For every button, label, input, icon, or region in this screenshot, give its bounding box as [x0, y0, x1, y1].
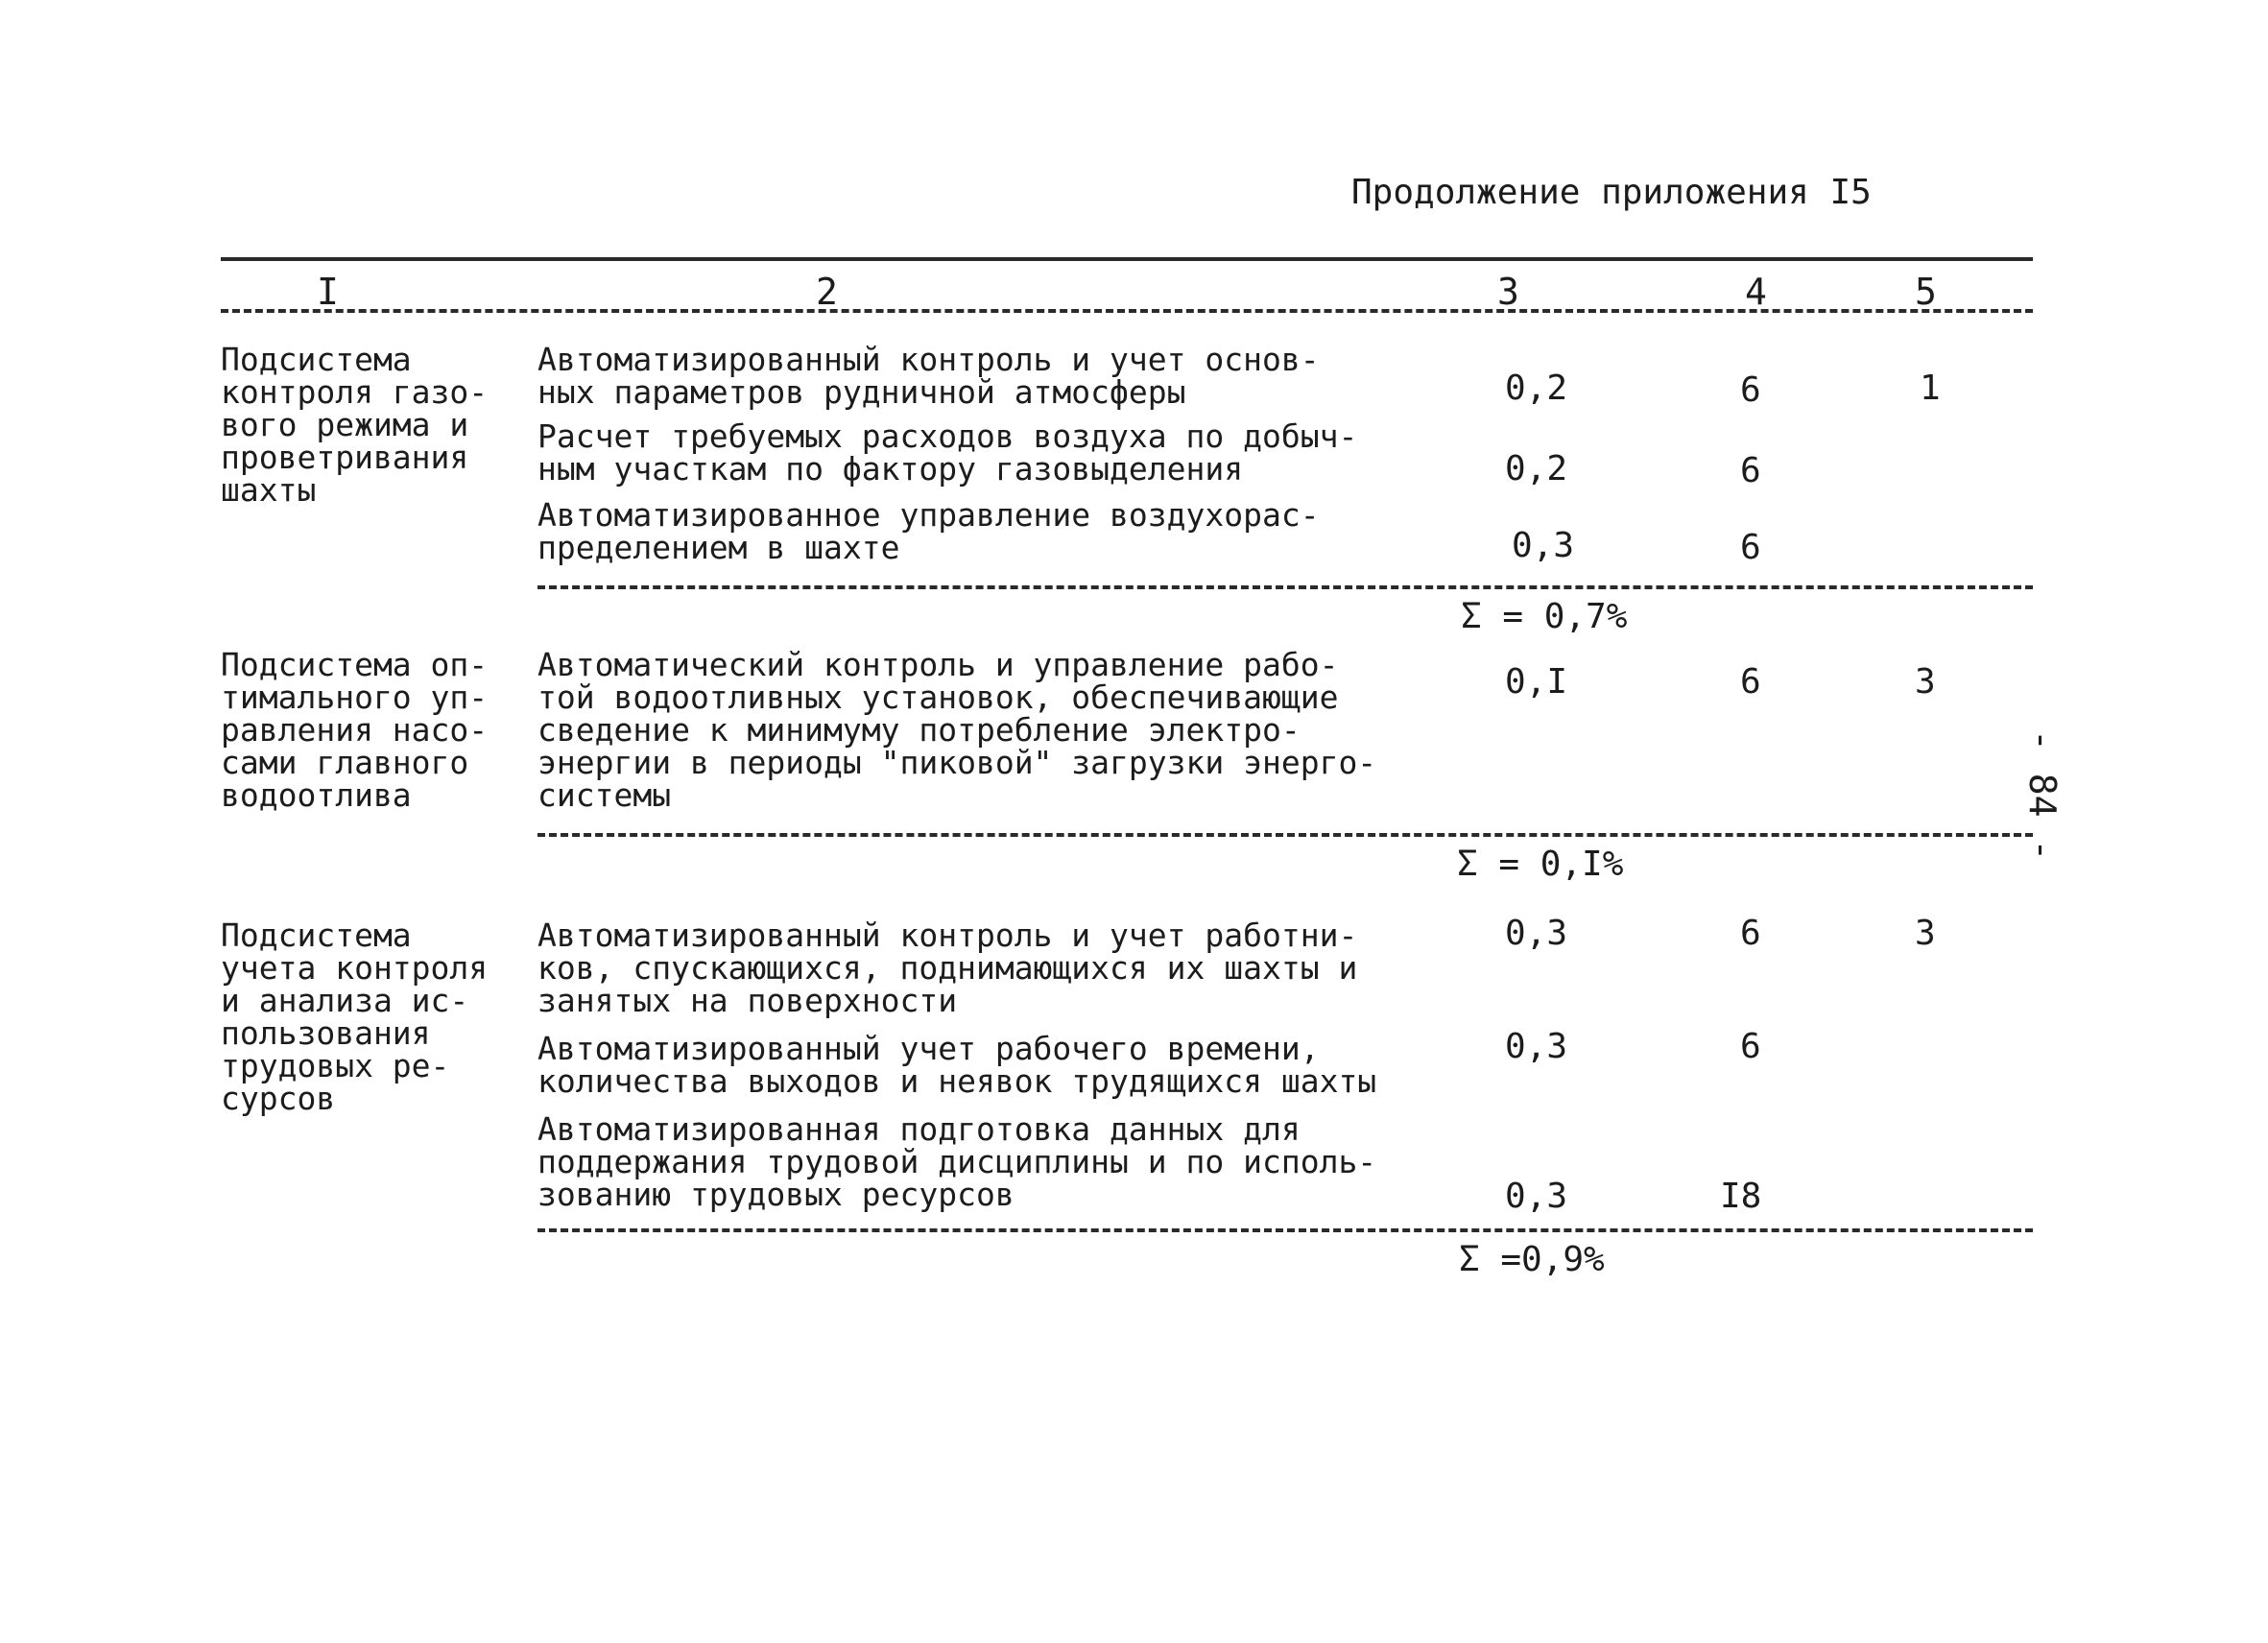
group-sum: Σ = 0,I% — [1457, 845, 1624, 884]
cell-col3: 0,3 — [1512, 526, 1575, 565]
cell-col4: I8 — [1720, 1177, 1762, 1216]
task-text: Автоматизированный контроль и учет основ- ных параметров рудничной атмосферы — [537, 341, 1320, 411]
task-text: Автоматизированный контроль и учет работни- ков, спускающихся, поднимающихся их шахты и занятых на поверхности — [537, 917, 1358, 1019]
cell-col5: 1 — [1920, 369, 1941, 408]
subsystem-label: Подсистема контроля газо- вого режима и проветривания шахты — [221, 341, 489, 509]
header-bottom-rule — [221, 309, 2033, 313]
group-sum: Σ = 0,7% — [1461, 597, 1628, 636]
cell-col4: 6 — [1740, 914, 1761, 953]
column-header-1: I — [317, 271, 339, 313]
cell-col3: 0,3 — [1505, 914, 1568, 953]
cell-col3: 0,I — [1505, 662, 1568, 702]
column-header-2: 2 — [816, 271, 838, 313]
group-sum: Σ =0,9% — [1459, 1240, 1605, 1279]
column-header-3: 3 — [1497, 271, 1519, 313]
task-text: Расчет требуемых расходов воздуха по добыч- ным участкам по фактору газовыделения — [537, 417, 1358, 488]
task-text: Автоматизированная подготовка данных для поддержания трудовой дисциплины и по исполь- зованию трудовых ресурсов — [537, 1110, 1377, 1213]
cell-col3: 0,3 — [1505, 1177, 1568, 1216]
continuation-caption: Продолжение приложения I5 — [1351, 173, 1872, 212]
group-separator — [537, 1228, 2033, 1232]
cell-col3: 0,2 — [1505, 369, 1568, 408]
page-number: - 84 - — [2021, 729, 2064, 862]
cell-col3: 0,3 — [1505, 1027, 1568, 1066]
subsystem-label: Подсистема оп- тимального уп- равления насо- сами главного водоотлива — [221, 646, 489, 814]
column-header-5: 5 — [1915, 271, 1937, 313]
table-top-rule — [221, 257, 2033, 261]
cell-col4: 6 — [1740, 528, 1761, 567]
cell-col5: 3 — [1915, 914, 1936, 953]
task-text: Автоматизированный учет рабочего времени, количества выходов и неявок трудящихся шахты — [537, 1030, 1377, 1100]
subsystem-label: Подсистема учета контроля и анализа ис- пользования трудовых ре- сурсов — [221, 917, 489, 1117]
cell-col4: 6 — [1740, 370, 1761, 410]
cell-col3: 0,2 — [1505, 449, 1568, 488]
group-separator — [537, 833, 2033, 837]
cell-col4: 6 — [1740, 451, 1761, 490]
cell-col4: 6 — [1740, 662, 1761, 702]
group-separator — [537, 585, 2033, 589]
cell-col5: 3 — [1915, 662, 1936, 702]
task-text: Автоматизированное управление воздухорас- пределением в шахте — [537, 496, 1320, 566]
cell-col4: 6 — [1740, 1027, 1761, 1066]
task-text: Автоматический контроль и управление рабо- той водоотливных установок, обеспечивающие сведение к минимуму потребление электро- энергии в периоды "пиковой" загрузки энерго- системы — [537, 646, 1377, 814]
column-header-4: 4 — [1745, 271, 1767, 313]
